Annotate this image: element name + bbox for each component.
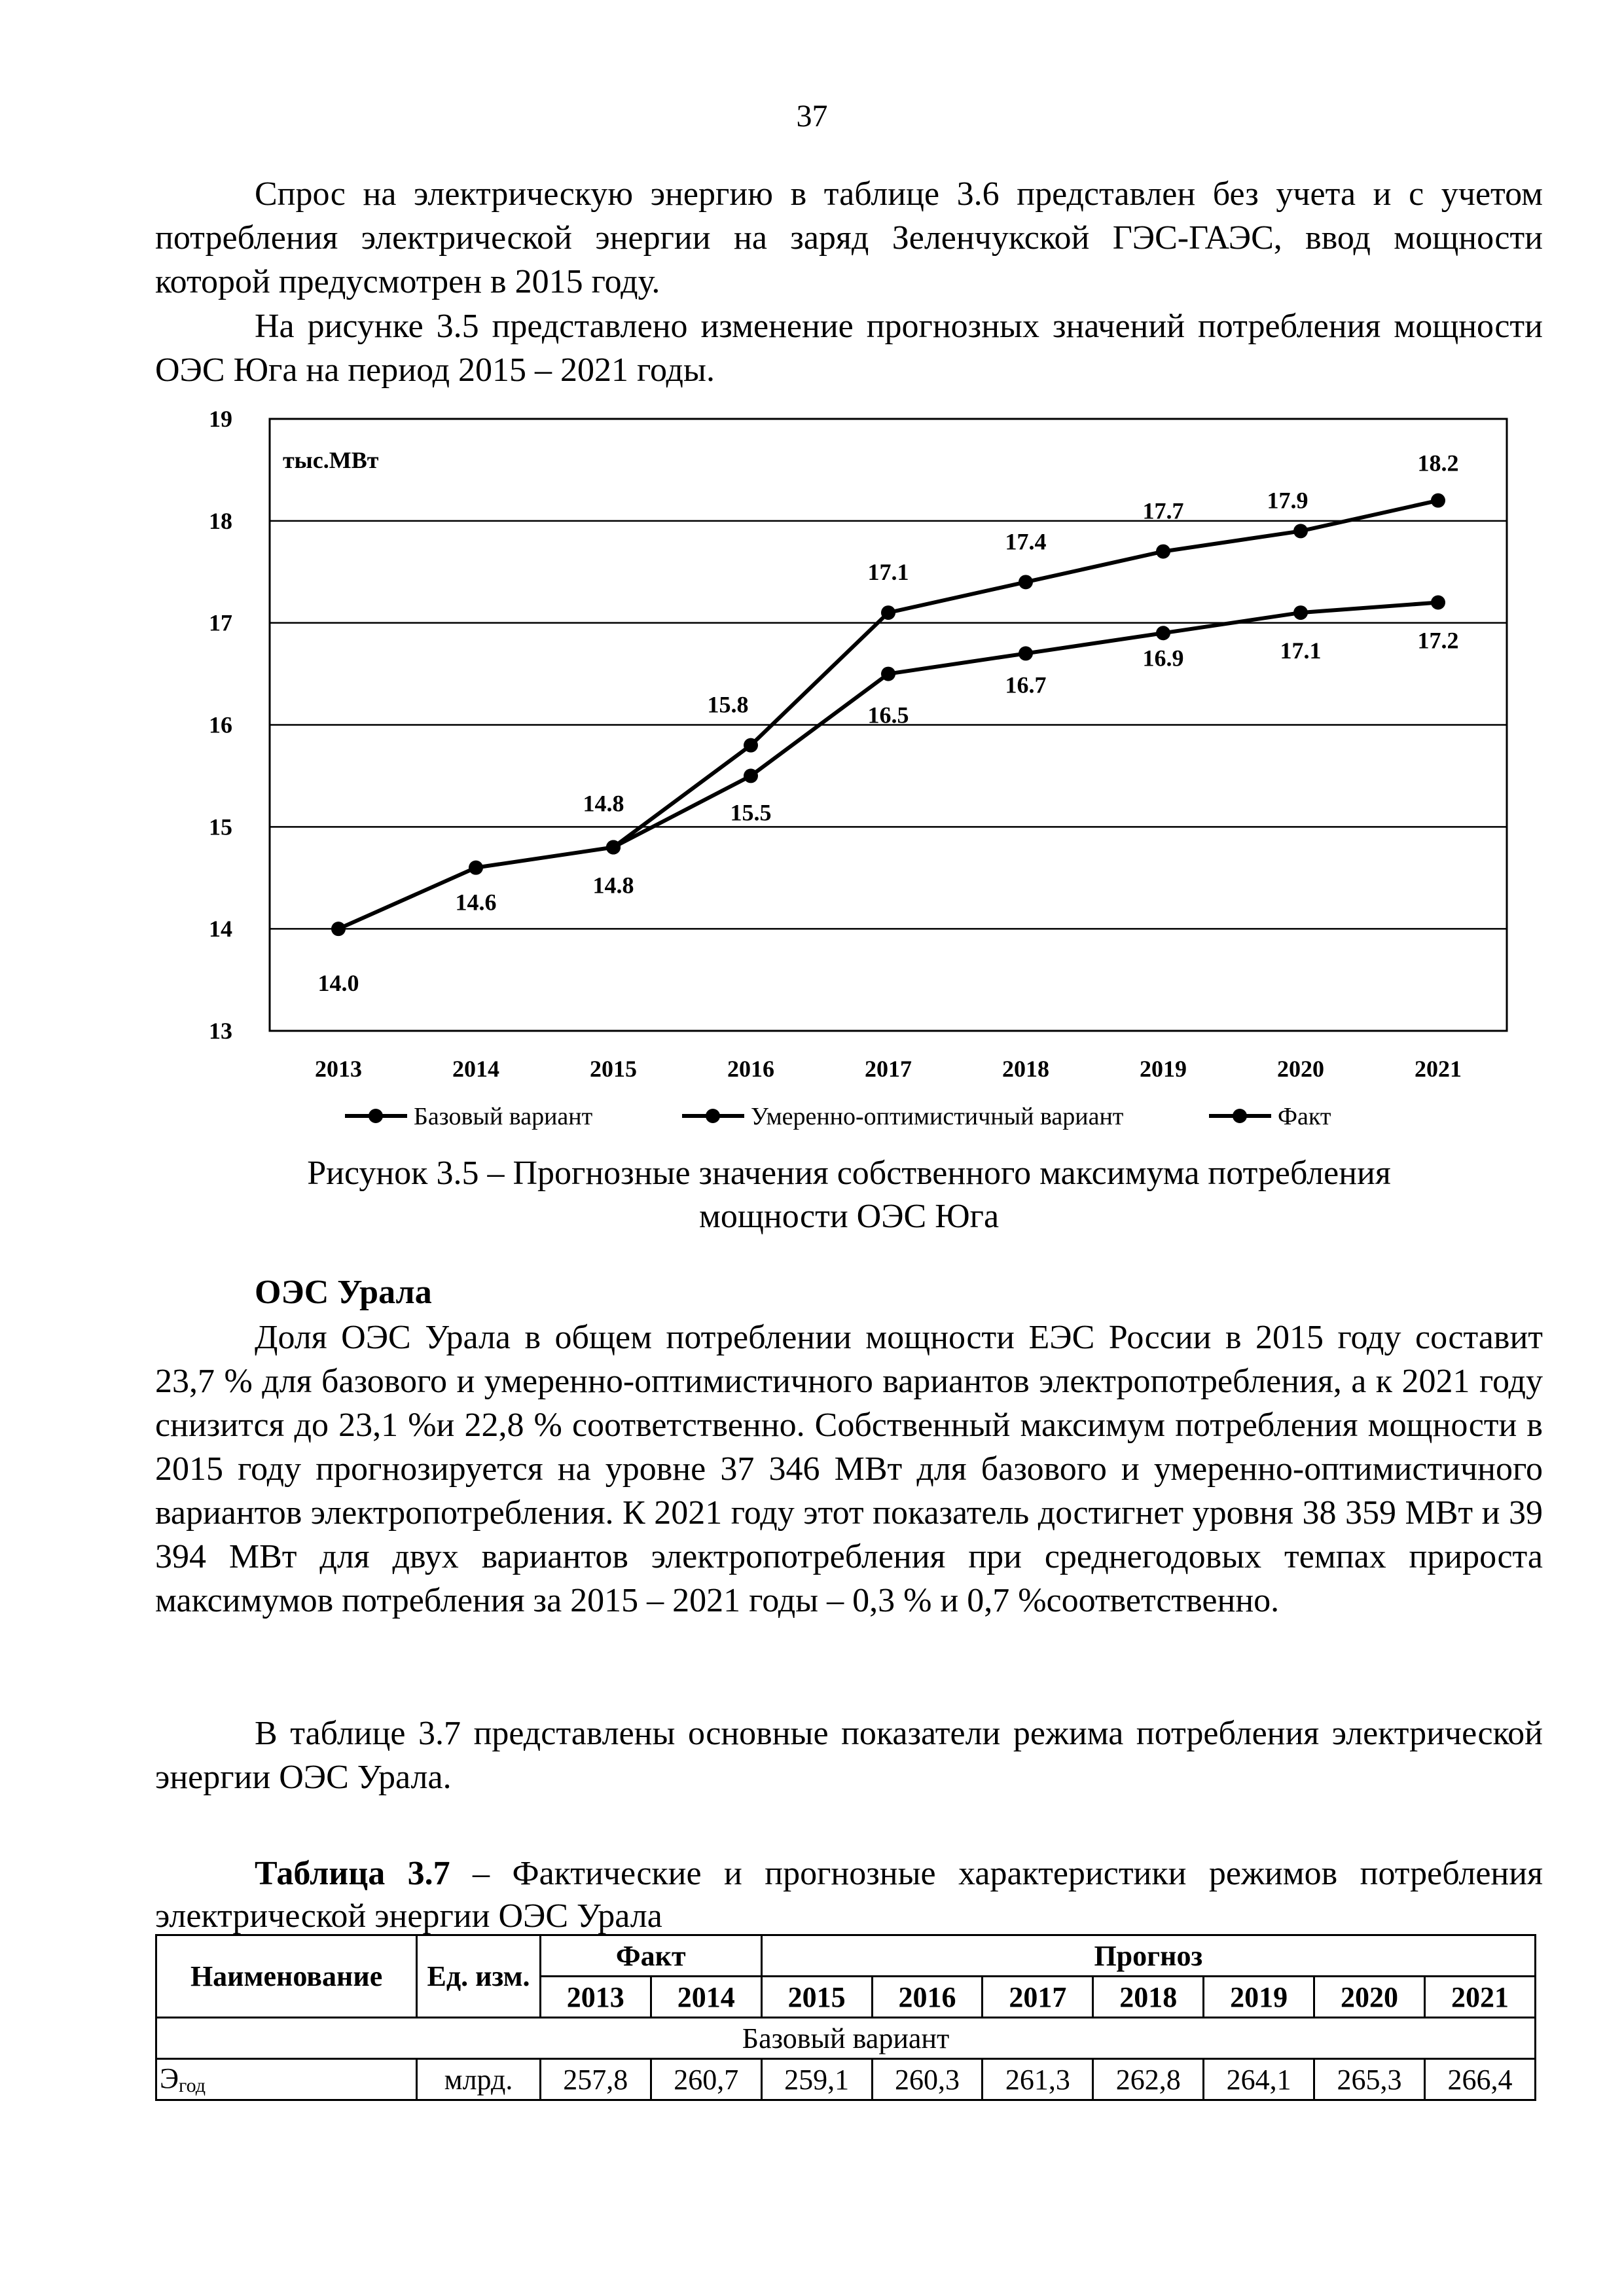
paragraph-4 xyxy=(155,1712,1543,1799)
data-point xyxy=(1293,524,1308,538)
value-cell: 259,1 xyxy=(761,2059,872,2100)
data-label: 14.0 xyxy=(317,970,359,997)
page-number: 37 xyxy=(796,99,828,134)
table-title-text: – Фактические и прогнозные характеристики режимов потребления электрической энергии ОЭС Урала xyxy=(155,1855,1543,1935)
paragraph-2-text: На рисунке 3.5 представлено изменение прогнозных значений потребления мощности ОЭС Юга на период 2015 – 2021 годы. xyxy=(155,308,1543,389)
data-point xyxy=(744,738,758,753)
paragraph-2 xyxy=(155,304,1543,392)
header-unit: Ед. изм. xyxy=(417,1935,541,2018)
x-tick-label: 2014 xyxy=(452,1056,499,1082)
data-label: 17.9 xyxy=(1267,487,1308,514)
year-cell: 2019 xyxy=(1204,1977,1314,2018)
data-point xyxy=(1431,596,1445,610)
legend-marker xyxy=(1233,1109,1247,1123)
data-label: 16.7 xyxy=(1005,672,1047,698)
value-cell: 266,4 xyxy=(1424,2059,1535,2100)
data-point xyxy=(1019,575,1033,589)
y-tick-label: 13 xyxy=(209,1018,232,1044)
data-point xyxy=(469,861,483,875)
row-label xyxy=(156,2059,417,2100)
data-table xyxy=(155,1934,1536,2101)
y-tick-label: 17 xyxy=(209,609,232,636)
section-heading: ОЭС Урала xyxy=(255,1274,432,1311)
value-cell: 257,8 xyxy=(540,2059,651,2100)
x-tick-label: 2021 xyxy=(1415,1056,1462,1082)
data-label: 17.1 xyxy=(867,559,909,586)
row-label-sub: год xyxy=(179,2075,206,2096)
legend-label: Базовый вариант xyxy=(414,1103,593,1130)
data-point xyxy=(1156,626,1170,640)
data-point xyxy=(1293,605,1308,620)
value-cell: 261,3 xyxy=(983,2059,1093,2100)
data-label: 14.8 xyxy=(583,790,624,817)
data-label: 17.1 xyxy=(1280,637,1322,664)
x-tick-label: 2018 xyxy=(1002,1056,1049,1082)
table-title xyxy=(155,1852,1543,1937)
header-name: Наименование xyxy=(156,1935,417,2018)
year-cell: 2020 xyxy=(1314,1977,1425,2018)
year-cell: 2017 xyxy=(983,1977,1093,2018)
y-tick-label: 15 xyxy=(209,814,232,840)
series-line xyxy=(338,848,613,929)
paragraph-3 xyxy=(155,1316,1543,1623)
unit-label: тыс.МВт xyxy=(283,447,379,473)
header-forecast: Прогноз xyxy=(761,1935,1535,1977)
figure-caption-line-2: мощности ОЭС Юга xyxy=(698,1198,1000,1235)
value-cell: 260,7 xyxy=(651,2059,761,2100)
y-tick-label: 16 xyxy=(209,711,232,738)
table-title-number: Таблица 3.7 xyxy=(255,1855,450,1892)
figure-caption-line-1: Рисунок 3.5 – Прогнозные значения собственного максимума потребления xyxy=(307,1155,1391,1192)
data-label: 15.5 xyxy=(730,799,772,826)
data-label: 15.8 xyxy=(707,691,749,718)
paragraph-1-text: Спрос на электрическую энергию в таблице 3.6 представлен без учета и с учетом потребления электрической энергии на заряд Зеленчукской ГЭС-ГАЭС, ввод мощности которой предусмотрен в 2015 году. xyxy=(155,175,1543,300)
section-label: Базовый вариант xyxy=(156,2018,1536,2059)
year-cell: 2016 xyxy=(872,1977,983,2018)
data-point xyxy=(1431,493,1445,508)
data-point xyxy=(1019,646,1033,660)
data-point xyxy=(881,605,895,620)
legend-label: Умеренно-оптимистичный вариант xyxy=(751,1103,1124,1130)
value-cell: 260,3 xyxy=(872,2059,983,2100)
paragraph-4-text: В таблице 3.7 представлены основные показатели режима потребления электрической энергии ОЭС Урала. xyxy=(155,1715,1543,1796)
table-header-row-1 xyxy=(156,1935,1536,1977)
y-tick-label: 18 xyxy=(209,507,232,534)
value-cell: 264,1 xyxy=(1204,2059,1314,2100)
year-cell: 2018 xyxy=(1093,1977,1204,2018)
x-tick-label: 2020 xyxy=(1277,1056,1324,1082)
data-point xyxy=(606,840,621,855)
y-tick-label: 19 xyxy=(209,406,232,432)
x-tick-label: 2019 xyxy=(1140,1056,1187,1082)
row-unit: млрд. xyxy=(417,2059,541,2100)
chart-svg xyxy=(155,399,1543,1152)
data-label: 18.2 xyxy=(1417,450,1459,476)
year-cell: 2015 xyxy=(761,1977,872,2018)
data-label: 14.8 xyxy=(592,872,634,899)
data-label: 17.4 xyxy=(1005,528,1047,555)
data-point xyxy=(881,667,895,681)
year-cell: 2013 xyxy=(540,1977,651,2018)
table-section-row xyxy=(156,2018,1536,2059)
table-row xyxy=(156,2059,1536,2100)
demand-chart xyxy=(155,399,1543,1152)
paragraph-3-text: Доля ОЭС Урала в общем потреблении мощности ЕЭС России в 2015 году составит 23,7 % для базового и умеренно-оптимистичного вариантов электропотребления, а к 2021 году снизится до 23,1 %и 22,8 % соответственно. Собственный максимум потребления мощности в 2015 году прогнозируется на уровне 37 346 МВт для базового и умеренно-оптимистичного вариантов электропотребления. К 2021 году этот показатель достигнет уровня 38 359 МВт и 39 394 МВт для двух вариантов электропотребления при среднегодовых темпах прироста максимумов потребления за 2015 – 2021 годы – 0,3 % и 0,7 %соответственно. xyxy=(155,1319,1543,1619)
figure-caption xyxy=(155,1152,1543,1238)
paragraph-1 xyxy=(155,172,1543,304)
data-label: 17.7 xyxy=(1142,497,1184,524)
data-point xyxy=(1156,545,1170,559)
x-tick-label: 2013 xyxy=(315,1056,362,1082)
legend-marker xyxy=(706,1109,720,1123)
x-tick-label: 2017 xyxy=(865,1056,912,1082)
y-tick-label: 14 xyxy=(209,916,232,942)
value-cell: 262,8 xyxy=(1093,2059,1204,2100)
row-label-main: Э xyxy=(160,2062,179,2094)
data-label: 16.9 xyxy=(1142,645,1184,672)
x-tick-label: 2016 xyxy=(727,1056,774,1082)
data-label: 14.6 xyxy=(455,889,497,916)
data-label: 17.2 xyxy=(1417,627,1459,654)
value-cell: 265,3 xyxy=(1314,2059,1425,2100)
legend-label: Факт xyxy=(1278,1103,1331,1130)
x-tick-label: 2015 xyxy=(590,1056,637,1082)
legend-marker xyxy=(369,1109,383,1123)
data-point xyxy=(331,922,346,936)
year-cell: 2021 xyxy=(1424,1977,1535,2018)
data-label: 16.5 xyxy=(867,702,909,728)
data-point xyxy=(744,768,758,783)
year-cell: 2014 xyxy=(651,1977,761,2018)
header-fact: Факт xyxy=(540,1935,761,1977)
